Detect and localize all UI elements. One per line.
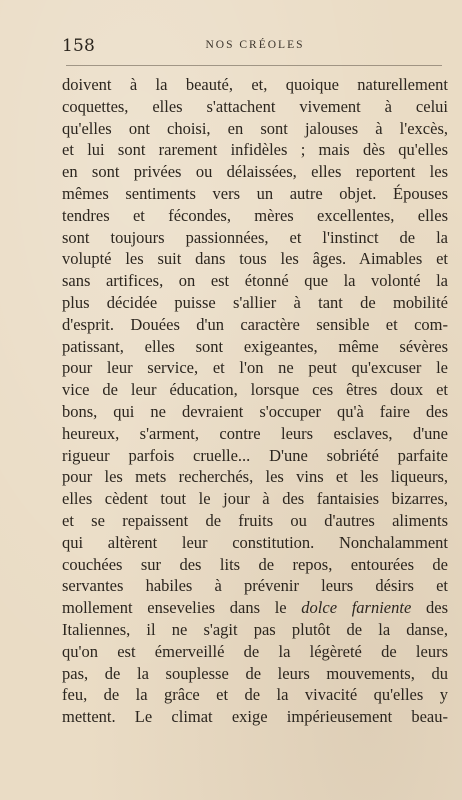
text-line: servantes habiles à prévenir leurs désirs et (62, 576, 448, 596)
text-line: qu'on est émerveillé de la légèreté de leurs (62, 641, 448, 661)
body-text (62, 74, 448, 728)
text-line: sont toujours passionnées, et l'instinct de la (62, 227, 448, 247)
text-line: en sont privées ou délaissées, elles reportent les (62, 162, 448, 182)
text-line: d'esprit. Douées d'un caractère sensible et com- (62, 314, 448, 334)
text-line: vice de leur éducation, lorsque ces êtres doux et (62, 380, 448, 400)
text-line: heureux, s'arment, contre leurs esclaves, d'une (62, 423, 448, 443)
text-line: sans artifices, on est étonné que la volonté la (62, 271, 448, 291)
text-line: mettent. Le climat exige impérieusement beau- (62, 707, 448, 727)
text-line: Italiennes, il ne s'agit pas plutôt de la danse, (62, 619, 448, 639)
text-line: feu, de la grâce et de la vivacité qu'elles y (62, 685, 448, 705)
text-line: elles cèdent tout le jour à des fantaisies bizarres, (62, 489, 448, 509)
italic-phrase: dolce farniente (301, 598, 412, 618)
text-line: tendres et fécondes, mères excellentes, elles (62, 205, 448, 225)
text-line: qui altèrent leur constitution. Nonchalamment (62, 532, 448, 552)
text-line: et lui sont rarement infidèles ; mais dès qu'elles (62, 140, 448, 160)
text-line: et se repaissent de fruits ou d'autres aliments (62, 510, 448, 530)
header-rule (66, 65, 442, 66)
text-line: pour les mets recherchés, les vins et les liqueurs, (62, 467, 448, 487)
text-line: doivent à la beauté, et, quoique naturellement (62, 75, 448, 94)
text-line: volupté les suit dans tous les âges. Aimables et (62, 249, 448, 269)
text-line: patissant, elles sont exigeantes, même sévères (62, 336, 448, 356)
text-line: couchées sur des lits de repos, entourées de (62, 554, 448, 574)
text-segment: mollement ensevelies dans le (62, 598, 302, 618)
text-line-with-italic (62, 597, 448, 619)
text-line: plus décidée puisse s'allier à tant de mobilité (62, 292, 448, 312)
text-line: coquettes, elles s'attachent vivement à celui (62, 96, 448, 116)
text-line: qu'elles ont choisi, en sont jalouses à l'excès, (62, 118, 448, 138)
text-line: mêmes sentiments vers un autre objet. Épouses (62, 183, 448, 203)
page-number: 158 (62, 36, 96, 56)
page-header (62, 36, 448, 58)
text-segment: des (411, 598, 448, 618)
text-line: pas, de la souplesse de leurs mouvements, du (62, 663, 448, 683)
text-line: pour leur service, et l'on ne peut qu'excuser le (62, 358, 448, 378)
text-line: rigueur parfois cruelle... D'une sobriété parfaite (62, 445, 448, 465)
text-line: bons, qui ne devraient s'occuper qu'à faire des (62, 401, 448, 421)
running-head: NOS CRÉOLES (205, 39, 305, 51)
